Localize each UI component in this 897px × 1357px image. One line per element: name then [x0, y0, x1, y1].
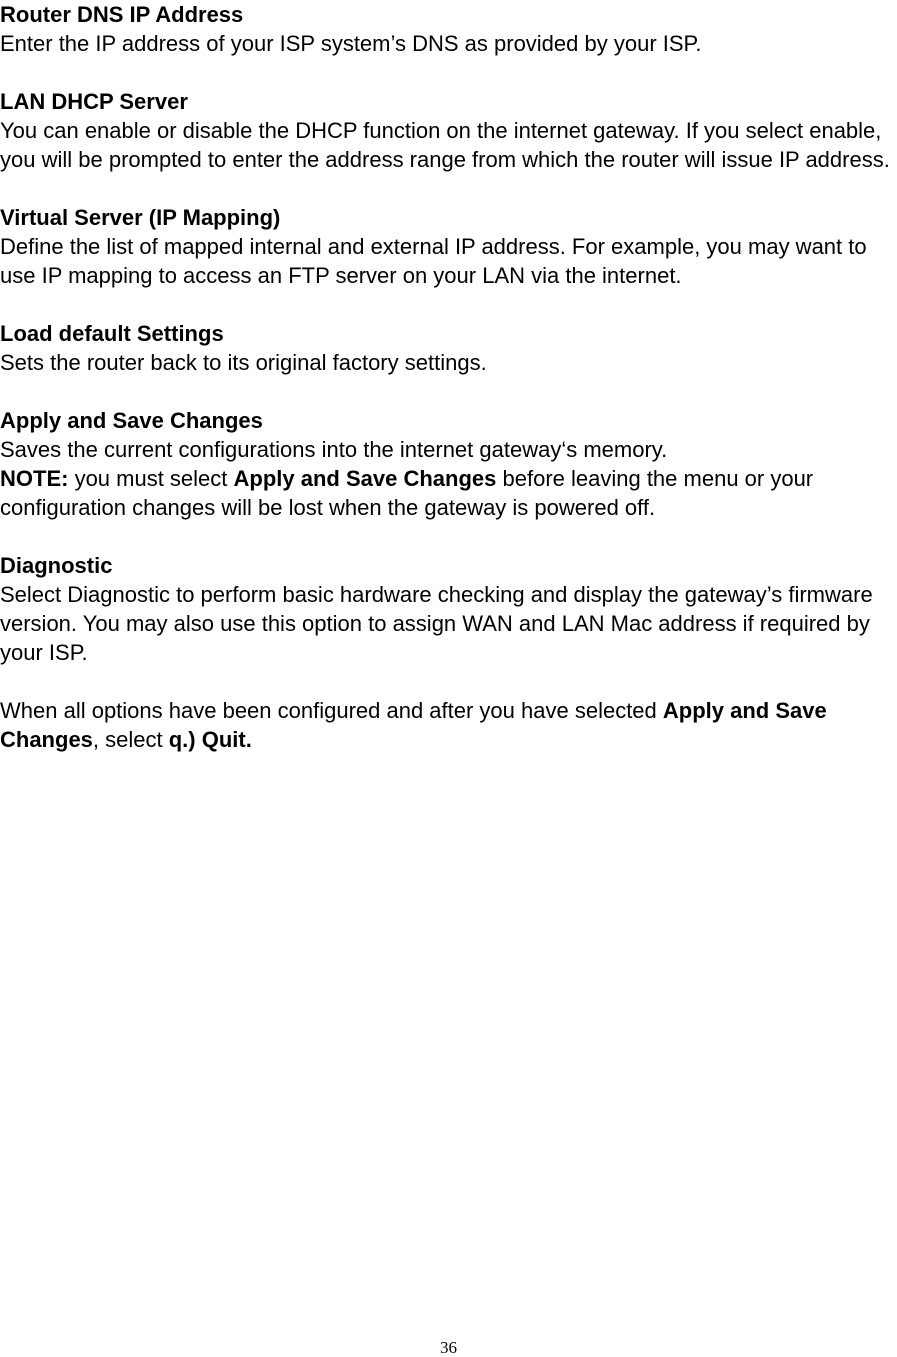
section-text: Enter the IP address of your ISP system’s DNS as provided by your ISP.	[0, 31, 702, 56]
section-text: You can enable or disable the DHCP function on the internet gateway. If you select enable, you will be prompted to enter the address range from which the router will issue IP address.	[0, 118, 890, 172]
closing-paragraph	[0, 696, 897, 754]
section-lan-dhcp	[0, 87, 897, 174]
section-text: Select Diagnostic to perform basic hardware checking and display the gateway’s firmware version. You may also use this option to assign WAN and LAN Mac address if required by your ISP.	[0, 582, 873, 665]
section-virtual-server	[0, 203, 897, 290]
closing-bold-apply: Apply and Save Changes	[0, 698, 827, 752]
section-text: Saves the current configurations into the internet gateway‘s memory.	[0, 437, 668, 462]
note-text-part2: before leaving the menu or your configuration changes will be lost when the gateway is powered off.	[0, 466, 814, 520]
section-heading: Apply and Save Changes	[0, 408, 263, 433]
closing-text	[0, 696, 897, 754]
page-number: 36	[440, 1338, 457, 1357]
section-heading: LAN DHCP Server	[0, 89, 188, 114]
section-text: Define the list of mapped internal and external IP address. For example, you may want to use IP mapping to access an FTP server on your LAN via the internet.	[0, 234, 867, 288]
section-heading: Load default Settings	[0, 321, 224, 346]
section-text: Sets the router back to its original factory settings.	[0, 350, 487, 375]
closing-part1: When all options have been configured and after you have selected	[0, 698, 663, 723]
section-heading: Router DNS IP Address	[0, 2, 244, 27]
note-label: NOTE:	[0, 466, 69, 491]
section-diagnostic	[0, 551, 897, 667]
note-text-part1: you must select	[68, 466, 234, 491]
note-paragraph	[0, 464, 897, 522]
note-bold-term: Apply and Save Changes	[233, 466, 497, 491]
closing-bold-quit: q.) Quit.	[168, 727, 252, 752]
closing-part2: , select	[92, 727, 169, 752]
section-router-dns	[0, 0, 897, 58]
section-heading: Virtual Server (IP Mapping)	[0, 205, 281, 230]
section-load-default	[0, 319, 897, 377]
section-heading: Diagnostic	[0, 553, 113, 578]
section-apply-save	[0, 406, 897, 522]
